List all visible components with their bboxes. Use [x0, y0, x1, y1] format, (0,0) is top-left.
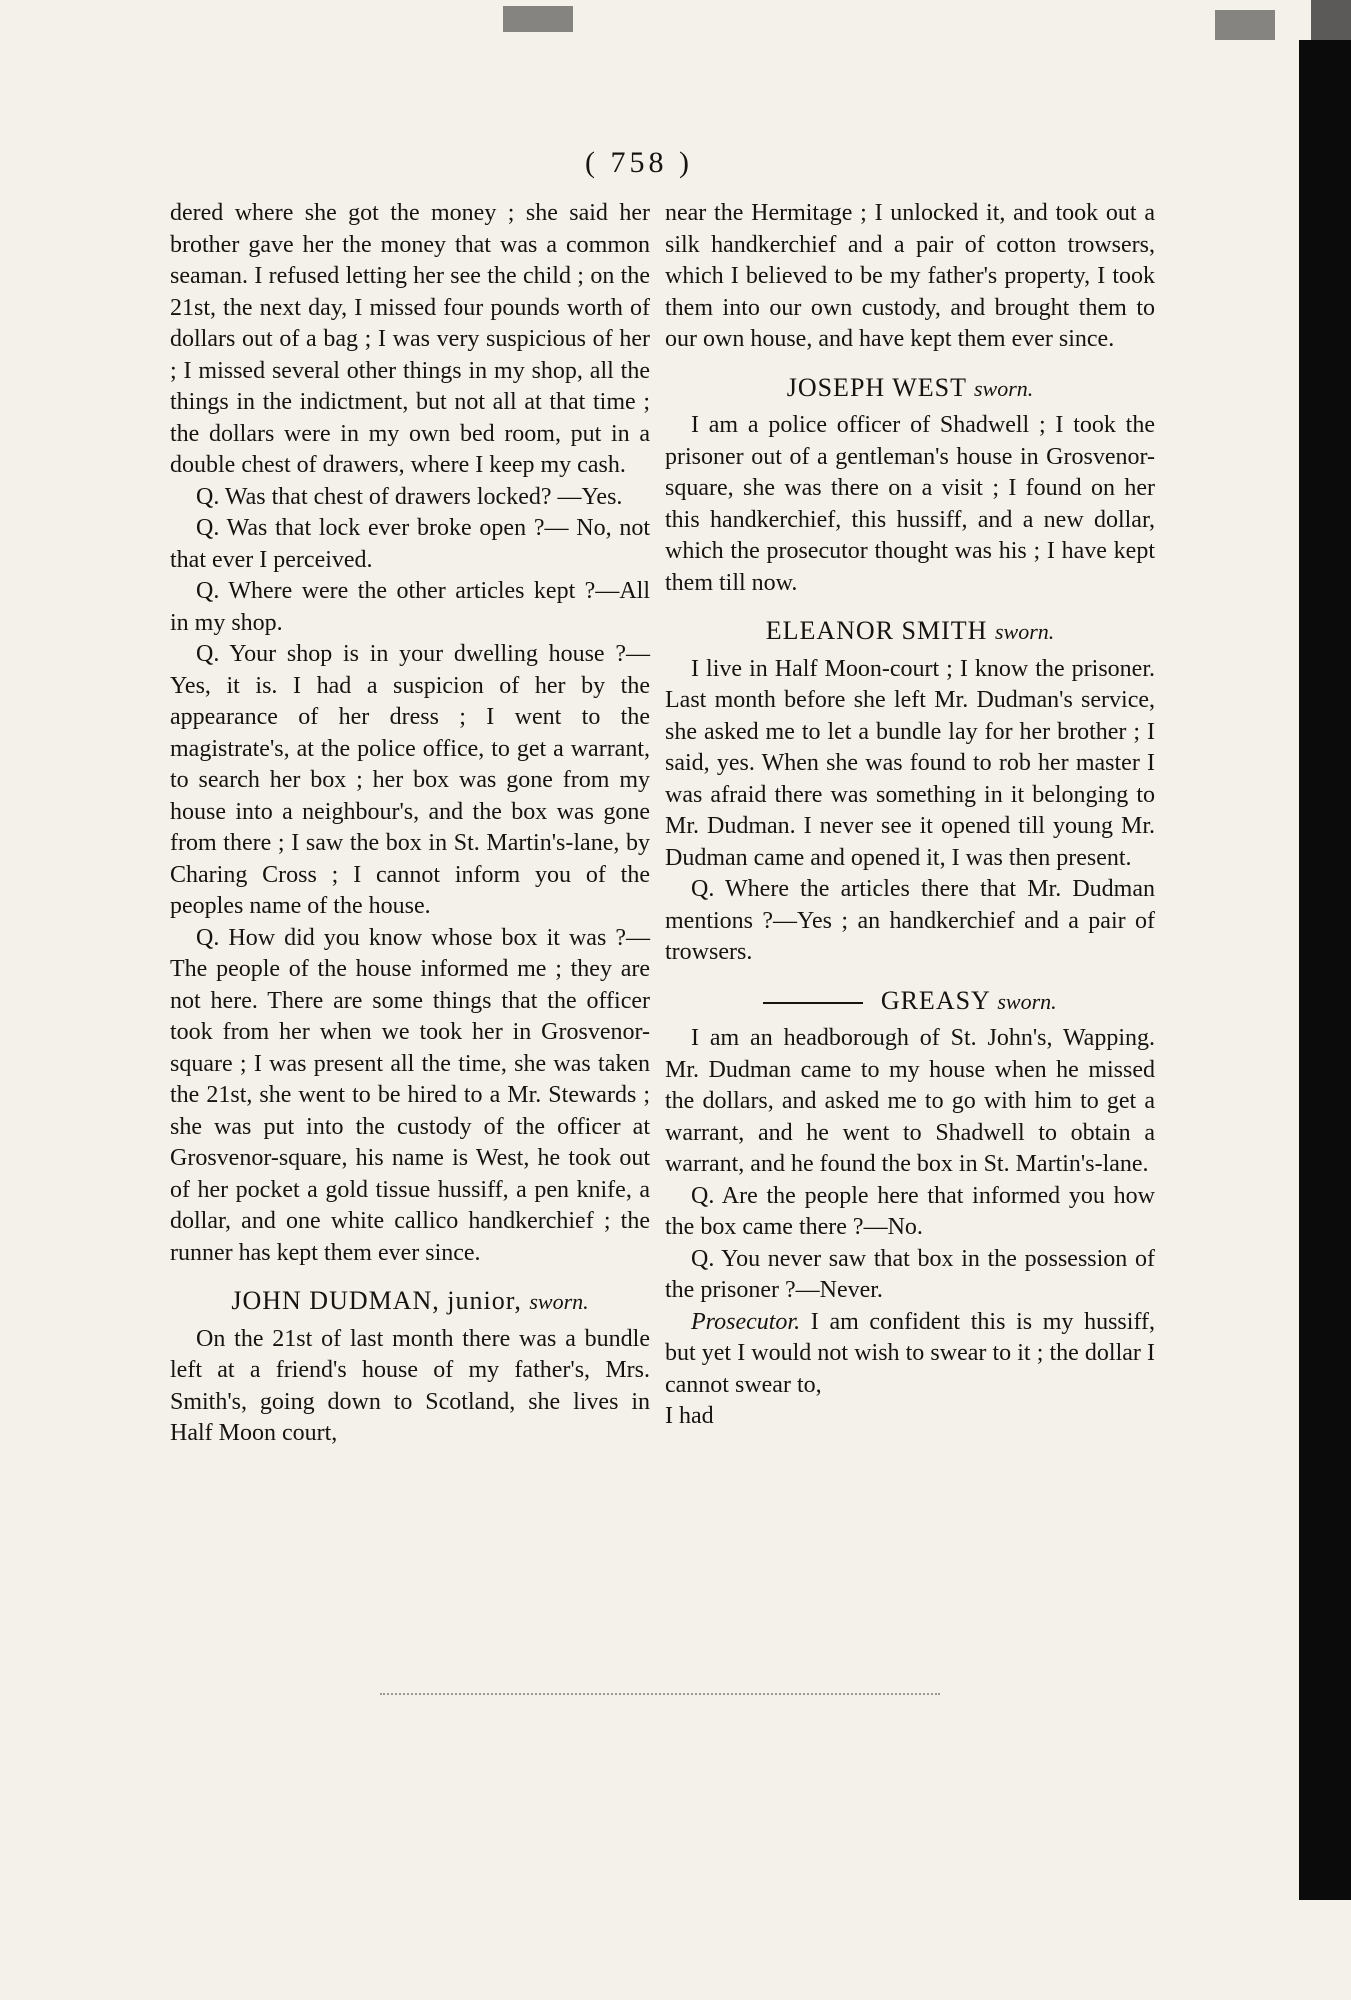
testimony: On the 21st of last month there was a bundle left at a friend's house of my father's, Mrs. Smith's, going down to Scotland, she lives in Half Moon court, — [170, 1325, 650, 1446]
scan-smudge — [1215, 10, 1275, 40]
testimony: I am an headborough of St. John's, Wapping. Mr. Dudman came to my house when he missed the dollars, and asked me to go with him to get a warrant, and he went to Shadwell to obtain a warrant, and he found the box in St. Martin's-lane. — [665, 1025, 1155, 1177]
prosecutor-text: I am confident this is my hussiff, but yet I would not wish to swear to it ; the dollar I cannot swear to, — [665, 1308, 1155, 1398]
witness-name: GREASY — [880, 985, 990, 1015]
question: Q. Are the people here that informed you how the box came there ?—No. — [665, 1182, 1155, 1240]
question: Q. Was that lock ever broke open ?— No, not that ever I perceived. — [170, 515, 650, 573]
left-column — [170, 198, 650, 1450]
paragraph: dered where she got the money ; she said her brother gave her the money that was a common seaman. I refused letting her see the child ; on the 21st, the next day, I missed four pounds worth of dollars out of a bag ; I was very suspicious of her ; I missed several other things in my shop, all the things in the indictment, but not all at that time ; the dollars were in my own bed room, put in a double chest of drawers, where I keep my cash. — [170, 200, 650, 478]
witness-heading-west — [665, 372, 1155, 405]
question: Q. Your shop is in your dwelling house ?—Yes, it is. I had a suspicion of her by the appearance of her dress ; I went to the magistrate's, at the police office, to get a warrant, to search her box ; her box was gone from my house into a neighbour's, and the box was gone from there ; I saw the box in St. Martin's-lane, by Charing Cross ; I cannot inform you of the peoples name of the house. — [170, 641, 650, 919]
witness-heading-greasy — [665, 985, 1155, 1018]
sworn-label: sworn. — [997, 988, 1057, 1014]
prosecutor-label: Prosecutor. — [691, 1308, 801, 1335]
scan-smudge — [503, 6, 573, 32]
question: Q. Where the articles there that Mr. Dudman mentions ?—Yes ; an handkerchief and a pair of trowsers. — [665, 876, 1155, 965]
scan-dotted-line — [380, 1693, 940, 1695]
sworn-label: sworn. — [974, 375, 1034, 401]
testimony: I live in Half Moon-court ; I know the prisoner. Last month before she left Mr. Dudman's service, she asked me to let a bundle lay for her brother ; I said, yes. When she was found to rob her master I was afraid there was something in it belonging to Mr. Dudman. I never see it opened till young Mr. Dudman came and opened it, I was then present. — [665, 655, 1155, 871]
witness-name: JOSEPH WEST — [786, 372, 967, 402]
testimony: I am a police officer of Shadwell ; I took the prisoner out of a gentleman's house in Grosvenor-square, she was there on a visit ; I found on her this handkerchief, this hussiff, and a new dollar, which the prosecutor thought was his ; I have kept them till now. — [665, 412, 1155, 596]
right-column — [665, 198, 1155, 1433]
sworn-label: sworn. — [994, 619, 1055, 644]
prosecutor-statement — [665, 1307, 1155, 1402]
paragraph: near the Hermitage ; I unlocked it, and took out a silk handkerchief and a pair of cotton trowsers, which I believed to be my father's property, I took them into our own custody, and brought them to our own house, and have kept them ever since. — [665, 200, 1155, 352]
scan-spine-top — [1311, 0, 1351, 40]
name-dash — [763, 1002, 863, 1004]
question: Q. You never saw that box in the possession of the prisoner ?—Never. — [665, 1245, 1155, 1303]
witness-heading-dudman — [170, 1285, 650, 1318]
witness-name: ELEANOR SMITH — [765, 616, 988, 645]
sworn-label: sworn. — [529, 1289, 589, 1314]
witness-heading-smith — [665, 615, 1155, 648]
witness-name: JOHN DUDMAN, junior, — [231, 1286, 522, 1315]
question: Q. Where were the other articles kept ?—All in my shop. — [170, 578, 650, 636]
catchword: I had — [665, 1403, 714, 1429]
question: Q. Was that chest of drawers locked? —Yes. — [196, 483, 623, 510]
page-number: ( 758 ) — [585, 146, 693, 179]
scan-spine-edge — [1299, 40, 1351, 1900]
question: Q. How did you know whose box it was ?—The people of the house informed me ; they are not here. There are some things that the officer took from her when we took her in Grosvenor-square ; I was present all the time, she was taken the 21st, she went to be hired to a Mr. Stewards ; she was put into the custody of the officer at Grosvenor-square, his name is West, he took out of her pocket a gold tissue hussiff, a pen knife, a dollar, and one white callico handkerchief ; the runner has kept them ever since. — [170, 924, 650, 1266]
